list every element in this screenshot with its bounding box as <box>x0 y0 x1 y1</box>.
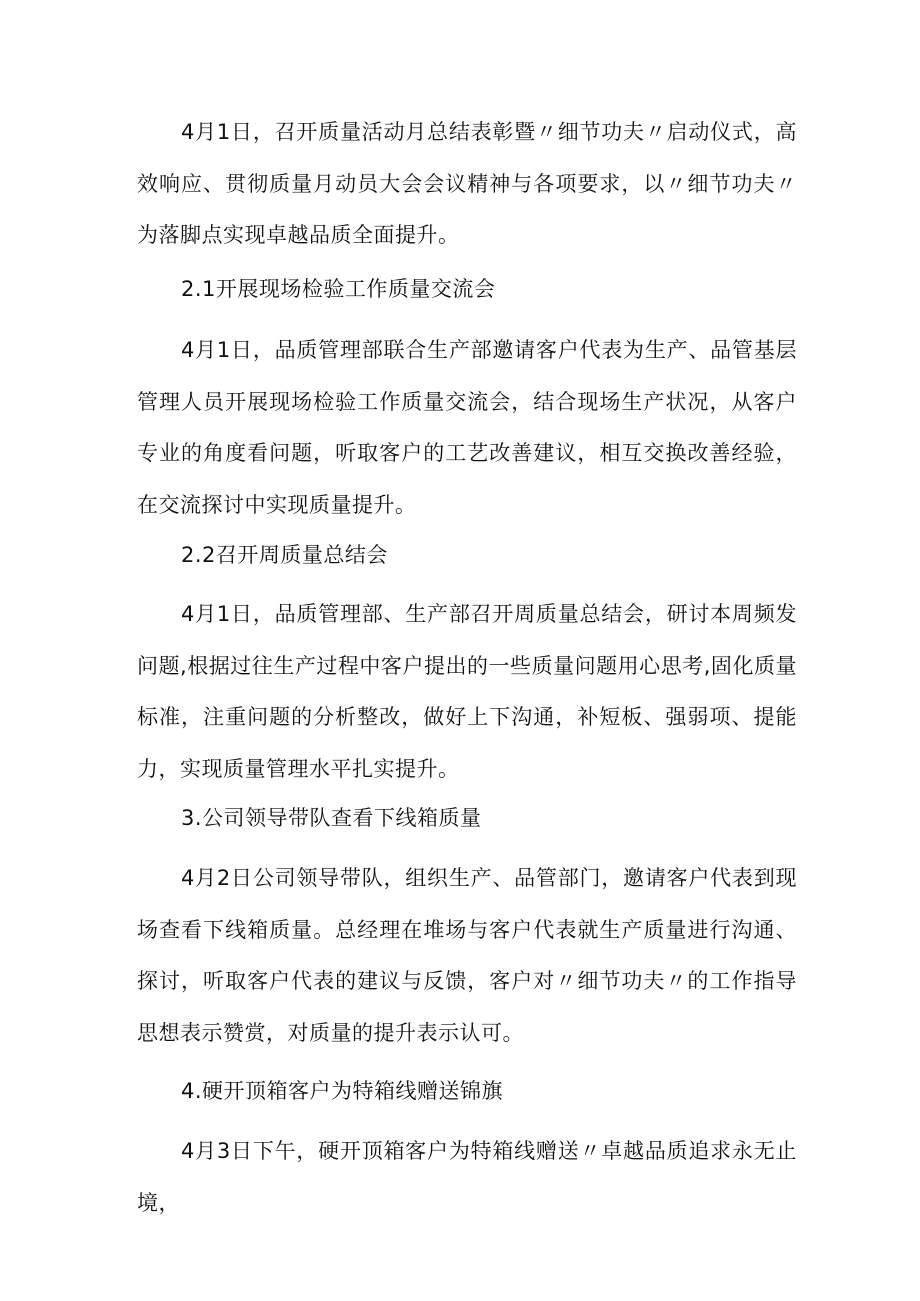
paragraph-quality-month-kickoff: 4月1日，召开质量活动月总结表彰暨〃细节功夫〃启动仪式，高效响应、贯彻质量月动员大会会议精神与各项要求，以〃细节功夫〃为落脚点实现卓越品质全面提升。 <box>137 120 797 247</box>
section-heading-3: 3.公司领导带队查看下线箱质量 <box>181 806 482 830</box>
section-heading-4: 4.硬开顶箱客户为特箱线赠送锦旗 <box>181 1079 504 1103</box>
section-heading-2-1: 2.1开展现场检验工作质量交流会 <box>181 277 496 301</box>
paragraph-leadership-inspection: 4月2日公司领导带队，组织生产、品管部门，邀请客户代表到现场查看下线箱质量。总经理在堆场与客户代表就生产质量进行沟通、探讨，听取客户代表的建议与反馈，客户对〃细节功夫〃的工作指导思想表示赞赏，对质量的提升表示认可。 <box>137 866 797 1045</box>
paragraph-weekly-summary: 4月1日，品质管理部、生产部召开周质量总结会，研讨本周频发问题,根据过往生产过程中客户提出的一些质量问题用心思考,固化质量标准，注重问题的分析整改，做好上下沟通，补短板、强弱项、提能力，实现质量管理水平扎实提升。 <box>137 602 797 781</box>
paragraph-inspection-exchange: 4月1日，品质管理部联合生产部邀请客户代表为生产、品管基层管理人员开展现场检验工作质量交流会，结合现场生产状况，从客户专业的角度看问题，听取客户的工艺改善建议，相互交换改善经验，在交流探讨中实现质量提升。 <box>137 338 797 517</box>
section-heading-2-2: 2.2召开周质量总结会 <box>181 543 388 567</box>
paragraph-banner-gift: 4月3日下午，硬开顶箱客户为特箱线赠送〃卓越品质追求永无止境， <box>137 1139 797 1215</box>
